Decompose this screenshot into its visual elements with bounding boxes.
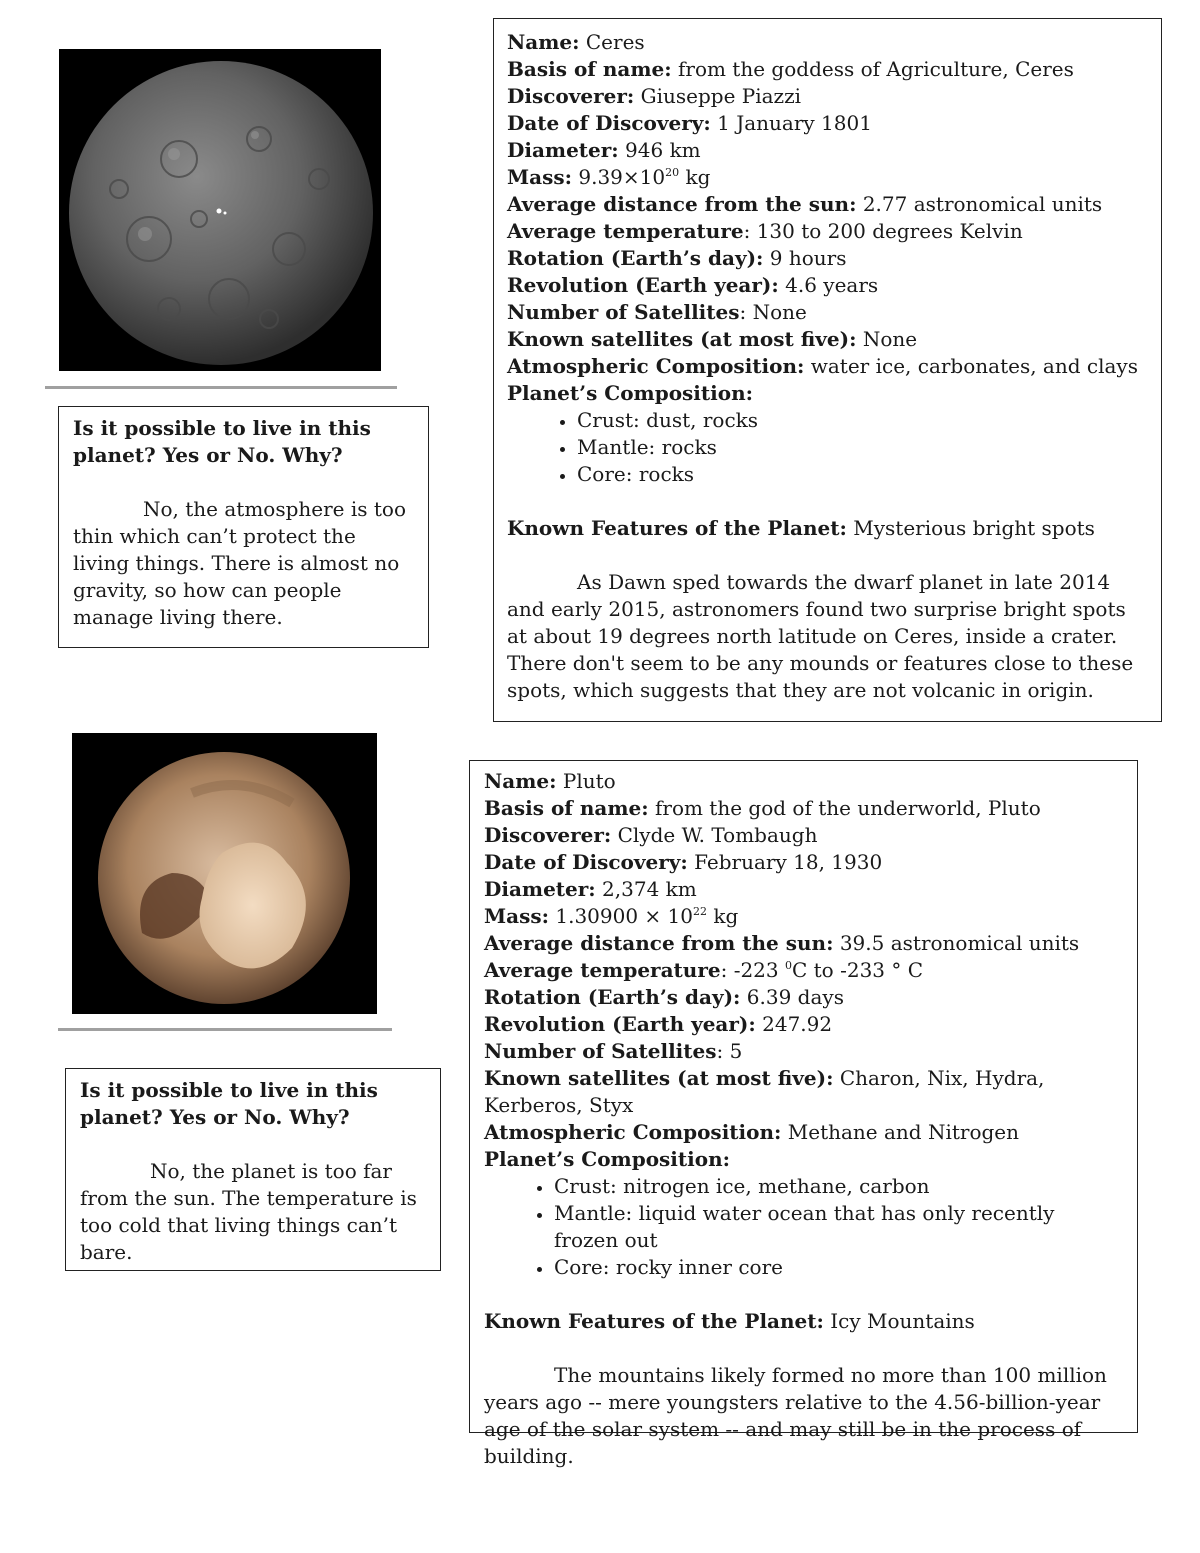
pluto-revolution-row: Revolution (Earth year): 247.92 (484, 1012, 833, 1036)
pluto-diameter: 2,374 km (602, 877, 697, 901)
ceres-temp: : 130 to 200 degrees Kelvin (743, 219, 1023, 243)
ceres-photo (59, 49, 381, 371)
ceres-known-sat: None (862, 327, 918, 351)
pluto-mass-row: Mass: $1.30900 \times 10^{22}$ kg (484, 904, 739, 928)
pluto-info-box (469, 760, 1138, 1468)
ceres-distance: 2.77 astronomical units (862, 192, 1103, 216)
ceres-atmos-row: Atmospheric Composition: water ice, carbonates, and clays (507, 354, 1138, 378)
ceres-num-sat-row: Number of Satellites: None (507, 300, 807, 324)
ceres-features-row: Known Features of the Planet: Mysterious bright spots (507, 516, 1095, 540)
ceres-composition-list (507, 407, 1148, 488)
pluto-features-text: The mountains likely formed no more than 100 million years ago -- mere youngsters relative to the 4.56-billion-year age of the solar system -- and may still be in the process of building. (484, 1363, 1107, 1468)
pluto-comp-label: Planet’s Composition: (484, 1147, 730, 1171)
bright-spot-icon (217, 209, 222, 214)
ceres-answer: No, the atmosphere is too thin which can’t protect the living things. There is almost no gravity, so how can people manage living there. (73, 497, 407, 629)
pluto-basis: from the god of the underworld, Pluto (654, 796, 1041, 820)
ceres-comp-label: Planet’s Composition: (507, 381, 753, 405)
pluto-name-row: Name: Pluto (484, 769, 616, 793)
ceres-name-row: Name: Ceres (507, 30, 645, 54)
pluto-basis-row: Basis of name: from the god of the underworld, Pluto (484, 796, 1041, 820)
pluto-composition-list (484, 1173, 1123, 1281)
list-item: • Mantle: liquid water ocean that has only recently frozen out (554, 1200, 1123, 1254)
pluto-atmos: Methane and Nitrogen (787, 1120, 1020, 1144)
pluto-distance: 39.5 astronomical units (839, 931, 1080, 955)
list-item: • Mantle: rocks (577, 434, 1148, 461)
ceres-discoverer-row: Discoverer: Giuseppe Piazzi (507, 84, 802, 108)
ceres-known-sat-row: Known satellites (at most five): None (507, 327, 918, 351)
pluto-date-row: Date of Discovery: February 18, 1930 (484, 850, 883, 874)
ceres-revolution-row: Revolution (Earth year): 4.6 years (507, 273, 879, 297)
ceres-mass-row: Mass: $9.39\times 10^{20}$ kg (507, 165, 711, 189)
pluto-atmos-row: Atmospheric Composition: Methane and Nitrogen (484, 1120, 1020, 1144)
ceres-date-row: Date of Discovery: 1 January 1801 (507, 111, 872, 135)
ceres-atmos: water ice, carbonates, and clays (810, 354, 1138, 378)
pluto-features-row: Known Features of the Planet: Icy Mountains (484, 1309, 975, 1333)
pluto-features: Icy Mountains (830, 1309, 975, 1333)
pluto-divider (58, 1028, 392, 1031)
pluto-diameter-row: Diameter: 2,374 km (484, 877, 697, 901)
pluto-temp-row: Average temperature: -223 $^0$C to -233 ° C (484, 958, 924, 982)
ceres-planet-image (59, 49, 381, 371)
pluto-known-sat: Charon, Nix, Hydra, Kerberos, Styx (484, 1066, 1045, 1117)
ceres-question: Is it possible to live in this planet? Yes or No. Why? (73, 416, 371, 467)
pluto-rotation: 6.39 days (746, 985, 844, 1009)
list-item: • Core: rocky inner core (554, 1254, 1123, 1281)
ceres-temp-row: Average temperature: 130 to 200 degrees Kelvin (507, 219, 1023, 243)
ceres-features: Mysterious bright spots (853, 516, 1095, 540)
pluto-num-sat-row: Number of Satellites: 5 (484, 1039, 743, 1063)
ceres-question-box (58, 406, 429, 648)
pluto-planet-image (72, 733, 377, 1014)
ceres-divider (45, 386, 397, 389)
ceres-num-sat: : None (739, 300, 807, 324)
ceres-basis-row: Basis of name: from the goddess of Agriculture, Ceres (507, 57, 1074, 81)
list-item: • Core: rocks (577, 461, 1148, 488)
ceres-name: Ceres (585, 30, 645, 54)
ceres-info-box (493, 18, 1162, 722)
pluto-revolution: 247.92 (762, 1012, 833, 1036)
pluto-name: Pluto (562, 769, 616, 793)
ceres-rotation: 9 hours (769, 246, 847, 270)
pluto-num-sat: : 5 (716, 1039, 743, 1063)
pluto-date: February 18, 1930 (694, 850, 883, 874)
pluto-photo (72, 733, 377, 1014)
ceres-discoverer: Giuseppe Piazzi (640, 84, 802, 108)
pluto-question: Is it possible to live in this planet? Yes or No. Why? (80, 1078, 378, 1129)
pluto-discoverer: Clyde W. Tombaugh (617, 823, 818, 847)
pluto-question-box (65, 1068, 441, 1271)
ceres-revolution: 4.6 years (785, 273, 879, 297)
ceres-diameter: 946 km (625, 138, 701, 162)
list-item: • Crust: nitrogen ice, methane, carbon (554, 1173, 1123, 1200)
pluto-known-sat-row: Known satellites (at most five): Charon, Nix, Hydra, Kerberos, Styx (484, 1066, 1045, 1117)
ceres-features-text: As Dawn sped towards the dwarf planet in late 2014 and early 2015, astronomers found two surprise bright spots at about 19 degrees north latitude on Ceres, inside a crater. There don't seem to be any mounds or features close to these spots, which suggests that they are not volcanic in origin. (507, 570, 1134, 702)
ceres-distance-row: Average distance from the sun: 2.77 astronomical units (507, 192, 1103, 216)
list-item: • Crust: dust, rocks (577, 407, 1148, 434)
pluto-discoverer-row: Discoverer: Clyde W. Tombaugh (484, 823, 818, 847)
ceres-basis: from the goddess of Agriculture, Ceres (677, 57, 1074, 81)
pluto-rotation-row: Rotation (Earth’s day): 6.39 days (484, 985, 844, 1009)
ceres-date: 1 January 1801 (717, 111, 872, 135)
ceres-diameter-row: Diameter: 946 km (507, 138, 701, 162)
ceres-rotation-row: Rotation (Earth’s day): 9 hours (507, 246, 847, 270)
pluto-answer: No, the planet is too far from the sun. The temperature is too cold that living things can’t bare. (80, 1159, 417, 1264)
pluto-distance-row: Average distance from the sun: 39.5 astronomical units (484, 931, 1080, 955)
